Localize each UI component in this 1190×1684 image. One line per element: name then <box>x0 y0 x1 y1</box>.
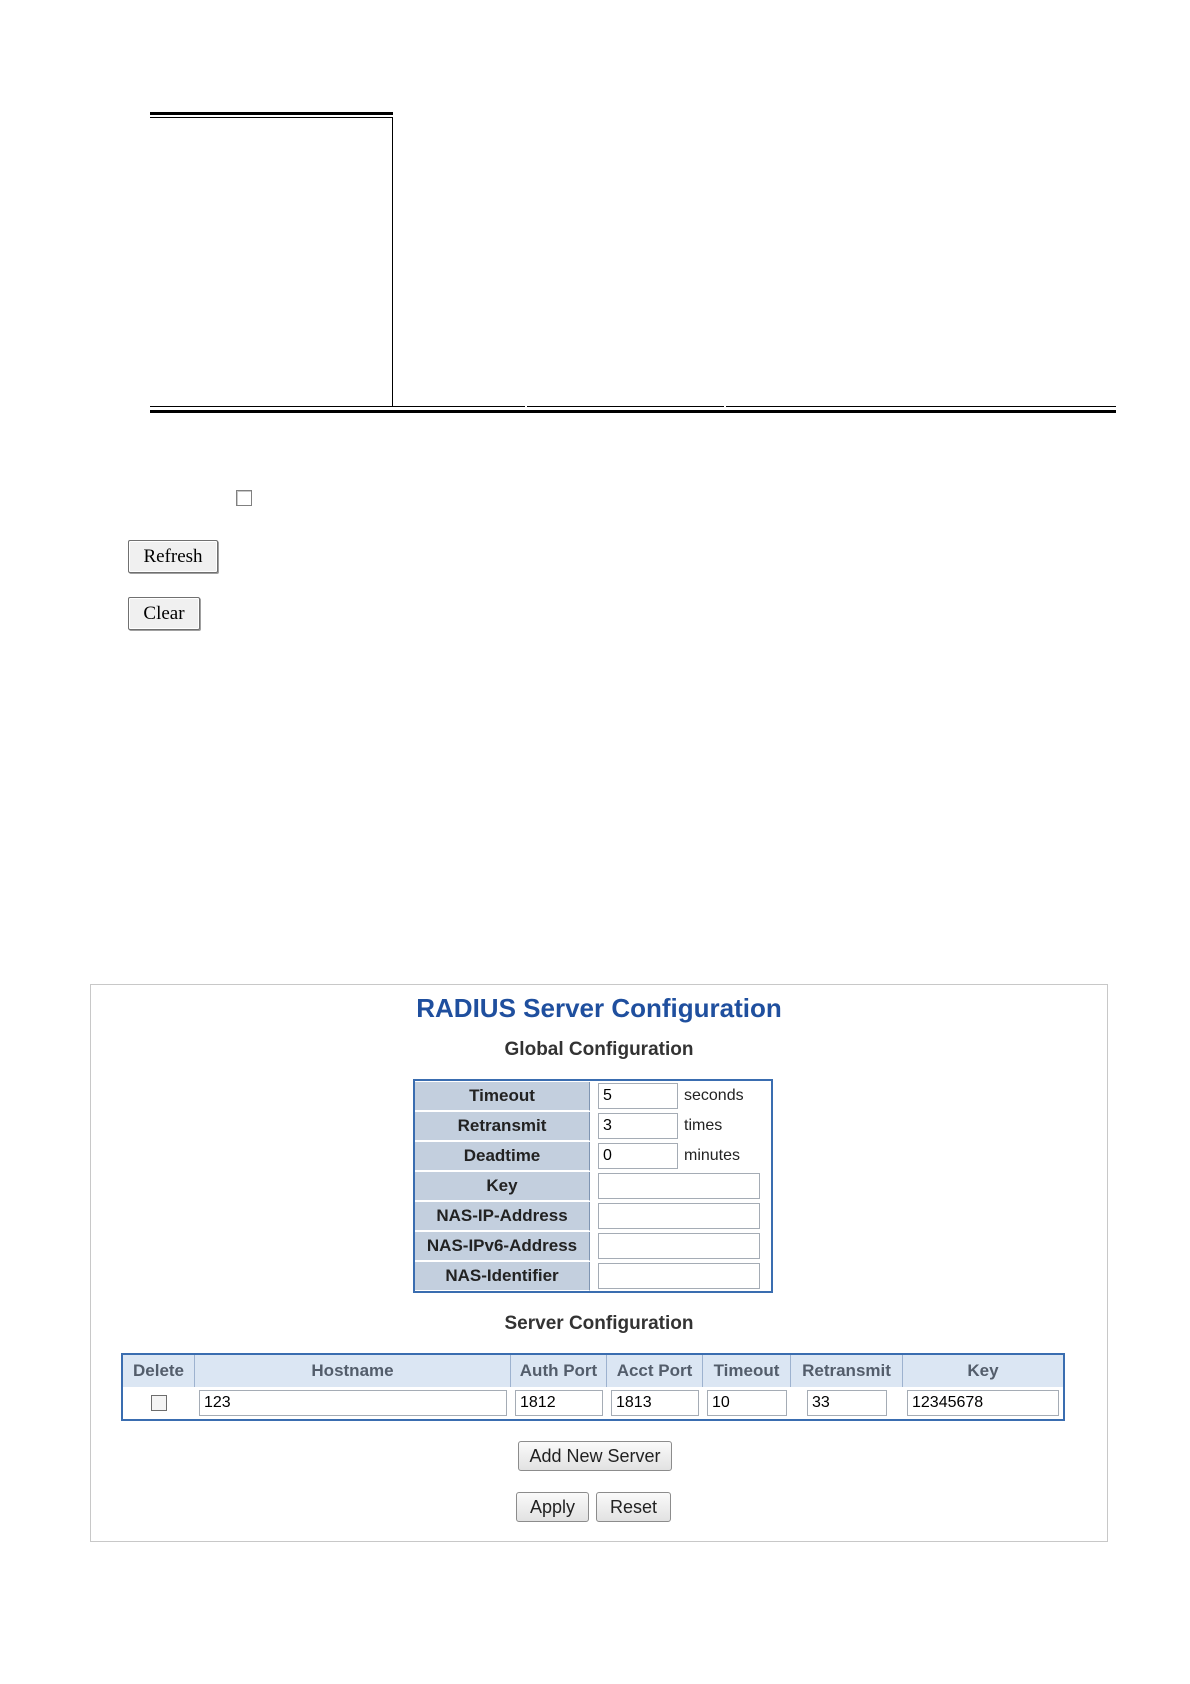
table-top-rule-inner <box>150 117 393 118</box>
global-label: NAS-Identifier <box>415 1262 590 1291</box>
global-label: Key <box>415 1172 590 1201</box>
table-bottom-rule <box>150 410 1116 413</box>
deadtime-unit: minutes <box>684 1147 741 1164</box>
key-input[interactable] <box>598 1173 760 1199</box>
table-row <box>123 1387 1063 1419</box>
retransmit-unit: times <box>684 1117 723 1134</box>
table-bottom-rule-b <box>527 406 724 407</box>
radius-config-panel <box>90 984 1108 1542</box>
table-column-divider <box>392 117 393 407</box>
column-header-key: Key <box>967 1361 999 1380</box>
global-row-timeout <box>415 1081 771 1111</box>
server-table-header <box>123 1355 1063 1387</box>
table-top-rule <box>150 112 393 115</box>
reset-button[interactable]: Reset <box>596 1492 671 1522</box>
table-bottom-rule-c <box>726 406 1116 407</box>
global-label: Retransmit <box>415 1112 590 1141</box>
global-label: Deadtime <box>415 1142 590 1171</box>
nas-identifier-input[interactable] <box>598 1263 760 1289</box>
server-timeout-input[interactable] <box>707 1390 787 1416</box>
column-header-retransmit: Retransmit <box>791 1355 903 1387</box>
global-config-heading: Global Configuration <box>504 1039 694 1060</box>
server-retransmit-input[interactable] <box>807 1390 887 1416</box>
page-title: RADIUS Server Configuration <box>416 993 782 1023</box>
global-row-deadtime <box>415 1141 771 1171</box>
apply-button[interactable]: Apply <box>516 1492 589 1522</box>
nas-ipv6-address-input[interactable] <box>598 1233 760 1259</box>
global-row-nas-ip <box>415 1201 771 1231</box>
retransmit-input[interactable] <box>598 1113 678 1139</box>
global-label: Timeout <box>415 1082 590 1111</box>
delete-server-checkbox[interactable] <box>151 1395 167 1411</box>
timeout-unit: seconds <box>684 1087 744 1104</box>
column-header-auth-port: Auth Port <box>511 1355 607 1387</box>
clear-button[interactable]: Clear <box>128 597 200 630</box>
server-key-input[interactable] <box>907 1390 1059 1416</box>
nas-ip-address-input[interactable] <box>598 1203 760 1229</box>
column-header-timeout: Timeout <box>703 1355 791 1387</box>
global-row-nas-identifier <box>415 1261 771 1291</box>
refresh-button[interactable]: Refresh <box>128 540 218 573</box>
global-row-retransmit <box>415 1111 771 1141</box>
global-label: NAS-IP-Address <box>415 1202 590 1231</box>
column-header-hostname: Hostname <box>195 1355 511 1387</box>
column-header-delete: Delete <box>123 1355 195 1387</box>
deadtime-input[interactable] <box>598 1143 678 1169</box>
global-row-key <box>415 1171 771 1201</box>
server-config-table <box>121 1353 1065 1421</box>
global-row-nas-ipv6 <box>415 1231 771 1261</box>
hostname-input[interactable] <box>199 1390 507 1416</box>
column-header-acct-port: Acct Port <box>607 1355 703 1387</box>
document-table-fragment <box>150 112 1116 412</box>
global-config-table <box>413 1079 773 1293</box>
add-new-server-button[interactable]: Add New Server <box>518 1441 672 1471</box>
table-bottom-rule-a <box>150 406 525 407</box>
server-config-heading: Server Configuration <box>504 1313 694 1334</box>
auth-port-input[interactable] <box>515 1390 603 1416</box>
global-label: NAS-IPv6-Address <box>415 1232 590 1261</box>
auto-refresh-checkbox[interactable] <box>236 490 252 506</box>
timeout-input[interactable] <box>598 1083 678 1109</box>
acct-port-input[interactable] <box>611 1390 699 1416</box>
